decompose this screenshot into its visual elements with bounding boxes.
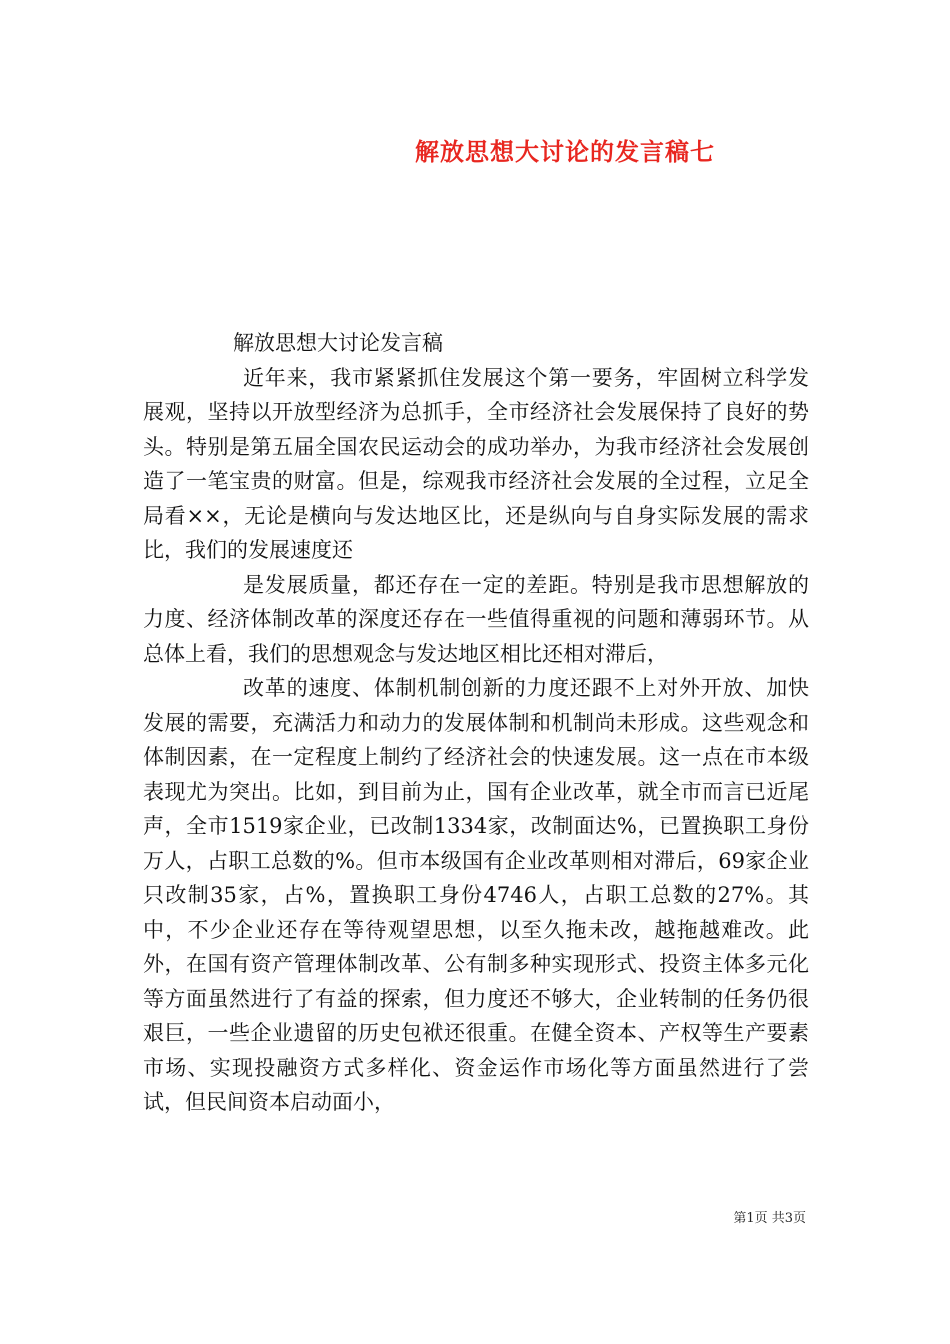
document-body xyxy=(143,326,809,1120)
page-number-footer: 第1页 共3页 xyxy=(733,1211,806,1226)
paragraph-3: 改革的速度、体制机制创新的力度还跟不上对外开放、加快发展的需要，充满活力和动力的发展体制和机制尚未形成。这些观念和体制因素，在一定程度上制约了经济社会的快速发展。这一点在市本级表现尤为突出。比如，到目前为止，国有企业改革，就全市而言已近尾声，全市1519家企业，已改制1334家，改制面达%，已置换职工身份万人，占职工总数的%。但市本级国有企业改革则相对滞后，69家企业只改制35家，占%，置换职工身份4746人，占职工总数的27%。其中，不少企业还存在等待观望思想，以至久拖未改，越拖越难改。此外，在国有资产管理体制改革、公有制多种实现形式、投资主体多元化等方面虽然进行了有益的探索，但力度还不够大，企业转制的任务仍很艰巨，一些企业遗留的历史包袱还很重。在健全资本、产权等生产要素市场、实现投融资方式多样化、资金运作市场化等方面虽然进行了尝试，但民间资本启动面小， xyxy=(143,676,809,1114)
document-title: 解放思想大讨论的发言稿七 xyxy=(415,137,715,166)
paragraph-1: 近年来，我市紧紧抓住发展这个第一要务，牢固树立科学发展观，坚持以开放型经济为总抓手，全市经济社会发展保持了良好的势头。特别是第五届全国农民运动会的成功举办，为我市经济社会发展创造了一笔宝贵的财富。但是，综观我市经济社会发展的全过程，立足全局看××，无论是横向与发达地区比，还是纵向与自身实际发展的需求比，我们的发展速度还 xyxy=(143,365,809,562)
paragraph-2: 是发展质量，都还存在一定的差距。特别是我市思想解放的力度、经济体制改革的深度还存在一些值得重视的问题和薄弱环节。从总体上看，我们的思想观念与发达地区相比还相对滞后， xyxy=(143,572,809,666)
document-subtitle: 解放思想大讨论发言稿 xyxy=(233,331,443,355)
